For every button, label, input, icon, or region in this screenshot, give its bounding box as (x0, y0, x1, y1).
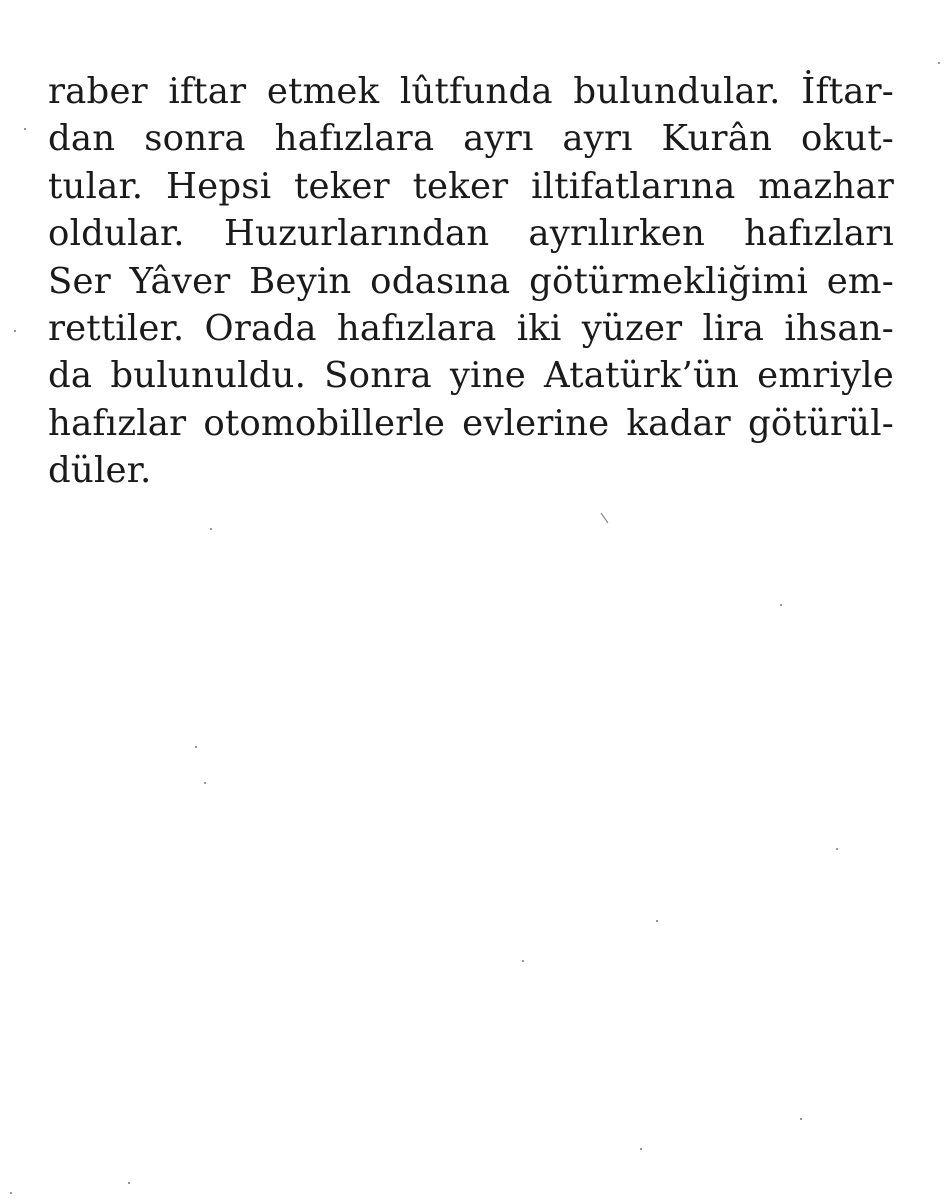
text-line-8: hafızlar otomobillerle evlerine kadar götürül- (48, 402, 894, 444)
body-paragraph (48, 68, 894, 495)
scan-speck (204, 782, 206, 784)
scan-speck (210, 528, 212, 530)
scan-speck (601, 513, 609, 523)
scan-speck (14, 330, 16, 332)
scan-speck (640, 1148, 642, 1150)
text-line-5: Ser Yâver Beyin odasına götürmekliğimi em- (48, 260, 894, 302)
scan-speck (128, 1182, 130, 1184)
scan-speck (780, 604, 782, 606)
text-line-7: da bulunuldu. Sonra yine Atatürk’ün emriyle (48, 355, 894, 397)
scan-speck (836, 848, 838, 850)
scan-speck (24, 128, 26, 130)
scan-speck (522, 960, 524, 962)
scan-speck (938, 62, 940, 64)
text-line-2: dan sonra hafızlara ayrı ayrı Kurân okut- (48, 118, 894, 160)
text-line-1: raber iftar etmek lûtfunda bulundular. İftar- (48, 71, 894, 112)
scan-speck (10, 1192, 12, 1194)
text-line-9: düler. (48, 450, 152, 492)
text-line-3: tular. Hepsi teker teker iltifatlarına mazhar (48, 165, 894, 207)
scan-speck (656, 920, 658, 922)
text-line-4: oldular. Huzurlarından ayrılırken hafızları (48, 213, 894, 255)
scan-speck (800, 1118, 802, 1120)
scan-speck (195, 746, 197, 748)
text-line-6: rettiler. Orada hafızlara iki yüzer lira ihsan- (48, 307, 894, 349)
